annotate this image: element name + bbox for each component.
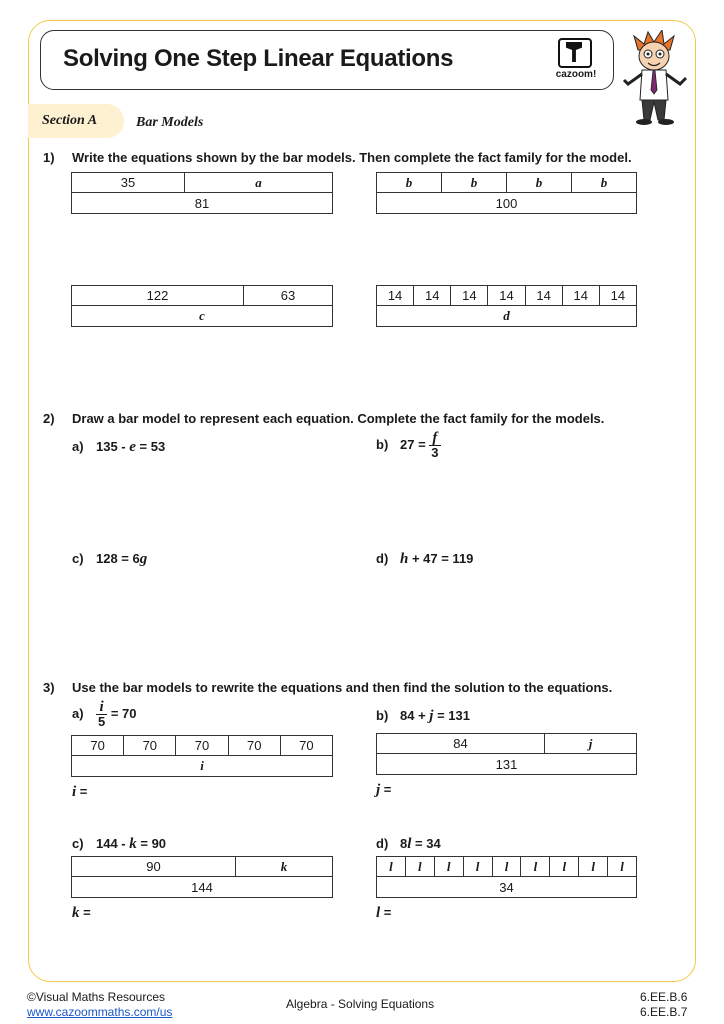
answer-equals: =: [76, 784, 88, 799]
q2-part-c: [72, 551, 147, 568]
part-label: d): [376, 551, 389, 566]
q3-part-c: [72, 836, 166, 853]
bar-cell: l: [550, 857, 579, 876]
equation-variable: h: [400, 551, 409, 567]
q2-part-d: [376, 551, 473, 568]
bar-cell: b: [600, 174, 608, 190]
bar-cell: l: [620, 858, 624, 874]
bar-cell: l: [377, 857, 406, 876]
q1-model-1-bottom: [71, 193, 333, 214]
equation-variable: e: [129, 439, 136, 455]
footer-standard-1: 6.EE.B.6: [640, 990, 688, 1004]
bar-cell: 81: [194, 195, 210, 211]
bar-cell: 70: [229, 736, 281, 755]
bar-cell: 14: [563, 286, 600, 305]
q3-model-a-bottom: [71, 756, 333, 777]
equation-text: 27 =: [400, 436, 430, 452]
bar-cell: 14: [610, 288, 626, 303]
footer-copyright: ©Visual Maths Resources: [27, 990, 166, 1004]
section-label: Section A: [42, 113, 98, 128]
equation-text: 135 -: [96, 439, 130, 454]
q3-number: 3): [43, 680, 55, 695]
bar-cell: 70: [176, 736, 228, 755]
fraction-numerator: i: [96, 700, 107, 715]
part-label: c): [72, 551, 84, 566]
fraction: [429, 431, 440, 460]
bar-cell: 14: [377, 286, 414, 305]
bar-cell: a: [255, 174, 262, 190]
equation-text: = 53: [135, 439, 166, 454]
bar-cell: l: [493, 857, 522, 876]
equation-text: 144 -: [96, 836, 130, 851]
equation-text: = 90: [136, 836, 167, 851]
bar-cell: k: [280, 858, 288, 874]
bar-cell: b: [377, 173, 442, 192]
bar-cell: 70: [124, 736, 176, 755]
title-box: [40, 30, 614, 90]
answer-equals: =: [79, 905, 91, 920]
q2-part-a: [72, 439, 165, 456]
answer-variable: l: [376, 905, 381, 921]
q3-part-a: [72, 700, 137, 729]
q3-model-d-bottom: [376, 877, 637, 898]
q1-text: Write the equations shown by the bar models. Then complete the fact family for the model.: [72, 150, 632, 165]
bar-cell: c: [199, 308, 205, 323]
bar-cell: l: [435, 857, 464, 876]
q3-answer-a: [72, 784, 87, 801]
bar-cell: 144: [191, 879, 213, 895]
q3-model-b-top: [376, 733, 637, 754]
q3-model-b-bottom: [376, 754, 637, 775]
q3-part-d: [376, 836, 441, 853]
bar-cell: l: [521, 857, 550, 876]
bar-cell: i: [200, 758, 204, 773]
bar-cell: 70: [72, 736, 124, 755]
bar-cell: b: [442, 173, 507, 192]
bar-cell: 35: [72, 173, 185, 192]
answer-equals: =: [380, 905, 392, 920]
answer-equals: =: [380, 782, 392, 797]
logo-text: cazoom!: [555, 69, 597, 80]
bar-cell: d: [503, 308, 510, 323]
equation-text: = 131: [433, 708, 470, 723]
website-link[interactable]: www.cazoommaths.com/us: [27, 1005, 173, 1019]
part-label: c): [72, 836, 84, 851]
q1-model-3-bottom: [71, 306, 333, 327]
footer-topic: Algebra - Solving Equations: [286, 997, 435, 1011]
part-label: d): [376, 836, 389, 851]
answer-variable: i: [72, 784, 77, 800]
bar-cell: 70: [299, 738, 314, 753]
q3-model-c-top: [71, 856, 333, 877]
part-label: b): [376, 436, 389, 452]
bar-cell: 90: [72, 857, 236, 876]
q1-model-2-bottom: [376, 193, 637, 214]
q1-model-2-top: [376, 172, 637, 193]
bar-cell: 84: [377, 734, 545, 753]
bar-cell: 14: [526, 286, 563, 305]
equation-text: 128 = 6: [96, 551, 140, 566]
equation-text: 84 +: [400, 708, 430, 723]
q3-answer-b: [376, 782, 391, 799]
bar-cell: 100: [495, 195, 518, 211]
q3-model-d-top: [376, 856, 637, 877]
equation-text: = 70: [107, 705, 137, 721]
bar-cell: 14: [488, 286, 525, 305]
q2-number: 2): [43, 411, 55, 426]
equation-text: = 34: [411, 836, 441, 851]
q1-number: 1): [43, 150, 55, 165]
q3-answer-c: [72, 905, 91, 922]
footer-standard-2: 6.EE.B.7: [640, 1005, 688, 1019]
bar-cell: b: [507, 173, 572, 192]
bar-cell: 122: [72, 286, 244, 305]
bar-cell: l: [579, 857, 608, 876]
q3-answer-d: [376, 905, 391, 922]
bar-cell: l: [406, 857, 435, 876]
answer-variable: j: [376, 782, 381, 798]
part-label: a): [72, 705, 84, 721]
equation-variable: j: [429, 708, 434, 724]
fraction-denominator: 5: [98, 714, 106, 729]
section-topic: Bar Models: [136, 115, 204, 130]
equation-variable: g: [139, 551, 148, 567]
bar-cell: 14: [451, 286, 488, 305]
q3-model-c-bottom: [71, 877, 333, 898]
mascot-teacher-icon: [620, 30, 690, 128]
footer-website-link[interactable]: [27, 1005, 172, 1019]
fraction: [96, 700, 107, 729]
bar-cell: 34: [499, 879, 514, 895]
bar-cell: l: [464, 857, 493, 876]
q1-model-3-top: [71, 285, 333, 306]
q3-text: Use the bar models to rewrite the equations and then find the solution to the equations.: [72, 680, 613, 695]
q3-model-a-top: [71, 735, 333, 756]
equation-text: + 47 = 119: [408, 551, 474, 566]
bar-cell: 131: [495, 756, 518, 772]
q3-part-b: [376, 708, 470, 725]
cazoom-logo: [548, 38, 604, 84]
bar-cell: j: [588, 735, 593, 751]
equation-variable: k: [129, 836, 137, 852]
equation-variable: l: [407, 836, 412, 852]
bar-cell: 14: [414, 286, 451, 305]
q1-model-1-top: [71, 172, 333, 193]
equation-text: 8: [400, 836, 408, 851]
answer-variable: k: [72, 905, 80, 921]
q1-model-4-top: [376, 285, 637, 306]
part-label: a): [72, 439, 84, 454]
q2-part-b: [376, 431, 441, 460]
bar-cell: 63: [280, 288, 296, 303]
page-title: Solving One Step Linear Equations: [63, 45, 454, 72]
fraction-denominator: 3: [431, 445, 439, 460]
part-label: b): [376, 708, 389, 723]
q2-text: Draw a bar model to represent each equation. Complete the fact family for the models.: [72, 411, 605, 426]
fraction-numerator: f: [429, 431, 440, 446]
q1-model-4-bottom: [376, 306, 637, 327]
